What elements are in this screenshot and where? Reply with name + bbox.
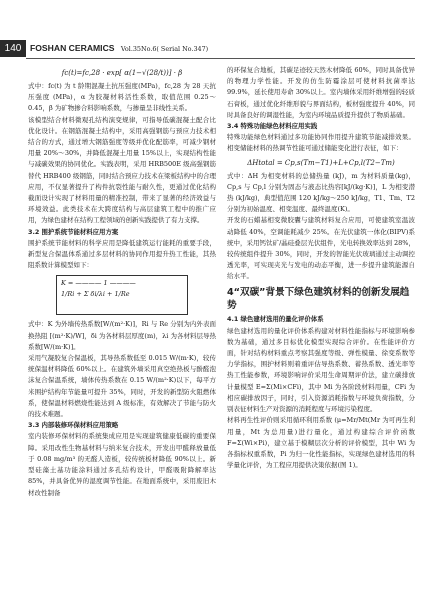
section-heading-4-1: 4.1 绿色建材选用的量化评价体系	[227, 315, 324, 324]
paragraph: 式中：fc(t) 为 t 龄期混凝土抗压强度(MPa)，fc,28 为 28 天抗压强度 (MPa)，α 为胶凝材料活性系数，取值范围 0.25～0.45，β 为矿物掺合料影响系数，与掺量呈非线性关系。	[28, 82, 216, 113]
paragraph: 该模型结合材料微观孔结构演变规律，可指导低碳混凝土配合比优化设计。在钢筋混凝土结构中，采用高强钢筋与预应力技术相结合的方式，通过增大钢筋强度等级并优化配筋率，可减少钢材用量 20%～30%，并降低混凝土用量 15%以上，实现结构性能与减碳效果的协同优化。实践表明，采用 HRB500E 级高强钢筋替代 HRB400 级钢筋，同时结合预应力技术在梁板结构中的合理应用，不仅显著提升了构件抗裂性能与耐久性，更通过优化结构截面设计实现了材料用量的精准控制，带来了显著的经济效益与环境效益。此类技术在大跨度结构与高层建筑工程中的推广应用，为绿色建材在结构工程领域的创新实践提供了有力支撑。	[28, 115, 216, 225]
header-rule	[26, 58, 415, 59]
paragraph: 室内装修环保材料的系统集成应用是实现建筑健康低碳的重要保障。采用改性生物基材料与纳米复合技术，开发出甲醛释放量低于 0.08 mg/m³ 的无醛人造板，较传统板材降低 90%以上。新型硅藻土基功能涂料通过多孔结构设计，甲醛吸附降解率达 85%，并具备优异的湿度调节性能。在地面系统中，采用废旧木材改性制备	[28, 432, 216, 497]
section-heading-3-3: 3.3 内部装修环保材料应用策略	[28, 421, 119, 430]
paragraph: 绿色建材选用的量化评价体系构建对材料性能指标与环境影响参数为基础，通过多目标优化模型实现综合评价。在性能评价方面，针对结构材料重点考察其强度等级、弹性模量、徐变系数等力学指标，围护材料则着重评估导热系数、蓄热系数、透光率等热工性能参数，环境影响评价采用生命周期评价法，建立碳排放计量模型 E=Σ(Mi×CFi)，其中 Mi 为各阶段材料用量，CFi 为相应碳排放因子，同时，引入资源消耗指数与环境负荷指数，分别表征材料生产对资源的消耗程度与环境污染程度。	[227, 326, 415, 414]
journal-title	[30, 40, 208, 57]
phase-change-formula: ΔHtotal = Cp,s(Tm−T1)+L+Cp,l(T2−Tm)	[247, 158, 395, 167]
page-header	[0, 40, 427, 57]
paragraph: 开发的石蜡基相变微胶囊与建筑材料复合应用，可使建筑室温波动降低 40%，空调能耗减少 25%。在光伏建筑一体化(BIPV)系统中，采用钙钛矿/晶硅叠层光伏组件，光电转换效率达到 28%，较传统组件提升 30%，同时，开发的智能光伏玻璃通过主动调控透光率，可实现夹光与发电的动态平衡，进一步提升建筑能源自给水平。	[227, 216, 415, 281]
section-heading-4: 4“双碳”背景下绿色建筑材料的创新发展趋势	[227, 286, 410, 312]
heat-transfer-formula-box	[56, 275, 188, 315]
right-column	[227, 65, 415, 471]
paragraph: 采用气凝胶复合保温板，其导热系数低至 0.015 W/(m·K)，较传统保温材料降低 60%以上。在建筑外墙采用真空绝热板与酚醛泡沫复合保温系统，墙体传热系数在 0.15 W/(m²·K)以下，每平方米围护结构年节能量可提升 35%，同时，开发的新型防火阻燃体系，使保温材料燃烧性能达到 A 级标准，有效解决了节能与防火的技术难题。	[28, 354, 216, 419]
paragraph: 材料再生性评价则采用循环利用系数 (μ=Mr/Mt(Mr 为可再生利用量，Mt 为总用量)进行量化，通过构建综合评价函数 F=Σ(Wi×Pi)，建立基于模糊层次分析的评价模型，其中 Wi 为各指标权重系数，Pi 为归一化性能指标，实现绿色建材选用的科学量化评价，为工程应用提供决策依据(图 1)。	[227, 416, 415, 470]
paragraph: 特殊功能绿色材料通过多功能协同作用提升建筑节能减排效果。相变储能材料的热调节性能可通过储能变化进行表征，如下：	[227, 133, 415, 153]
paragraph: 式中：ΔH 为相变材料的总储热量 (kJ)，m 为材料质量(kg)，Cp,s 与 Cp,l 分别为固态与液态比热容[kJ/(kg·K)]，L 为相变潜热 (kJ/kg)，典型值范围 120 kJ/kg～250 kJ/kg，T1、Tm、T2 分别为初始温度、相变温度、最终温度(K)。	[227, 171, 415, 214]
paragraph: 的环保复合地板，其碳足迹较天然木材降低 60%，同时具备优异的物理力学性能。开发的仿生防霉涂层可使材料抗菌率达 99.9%，延长使用寿命 30%以上。室内墙体采用纤维增强的轻质石膏板，通过优化纤维形貌与界面结构，板材强度提升 40%，同时具备良好的调湿性能，为室内环境品质提升提供了物质基础。	[227, 66, 415, 119]
page-number: 140	[0, 40, 26, 57]
journal-name: FOSHAN CERAMICS	[30, 43, 115, 53]
section-heading-3-4: 3.4 特殊功能绿色材料应用实践	[227, 122, 318, 131]
paragraph: 式中：K 为外墙传热系数[W/(m²·K)]，Ri 与 Re 分别为内外表面换热阻 [(m²·K)/W]，δi 为各材料层厚度(m)，λi 为各材料层导热系数[W/(m·K)]。	[28, 320, 216, 351]
formula-line: 1/Ri + Σ δi/λi + 1/Re	[61, 290, 130, 299]
volume-info: Vol.35No.6( Serial No.347)	[120, 45, 209, 53]
section-heading-3-2: 3.2 围护系统节能材料应用方案	[28, 227, 119, 236]
left-column	[28, 65, 216, 499]
formula-line: K = ———— 1 ————	[61, 279, 136, 288]
paragraph: 围护系统节能材料的科学应用是降低建筑运行能耗的重要手段，新型复合保温体系通过多层材料的协同作用提升热工性能，其热阻系数计算模型如下：	[28, 238, 216, 270]
strength-formula: fc(t)=fc,28 · exp[ α(1−√(28/t))] · β	[61, 69, 183, 77]
